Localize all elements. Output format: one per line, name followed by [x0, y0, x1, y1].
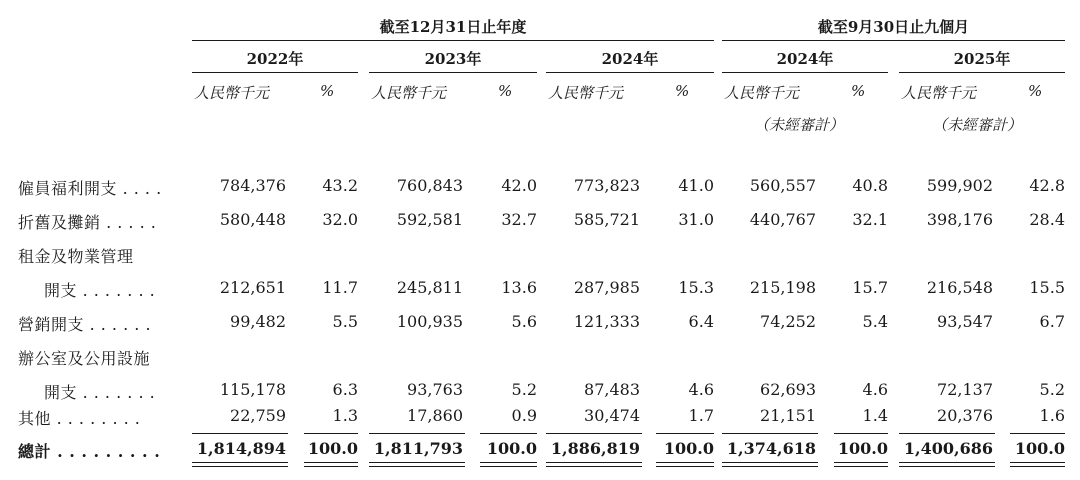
cell-2023-pct: 13.6 — [501, 278, 537, 297]
cell-2022-amount: 115,178 — [219, 380, 286, 399]
cell-2023-amount: 93,763 — [407, 380, 463, 399]
unit-pct-2023: % — [498, 82, 513, 100]
unit-pct-2025-9m: % — [1028, 82, 1043, 100]
unit-rmb-2023: 人民幣千元 — [371, 84, 447, 102]
subtotal-rule-2024-9m-pct — [834, 433, 888, 434]
cell-2024-9m-amount: 21,151 — [760, 406, 816, 425]
total-double-rule-2024-9m-pct — [834, 462, 888, 467]
cell-2025-9m-pct: 15.5 — [1029, 278, 1065, 297]
cell-2024-9m-amount: 215,198 — [749, 278, 816, 297]
year-header-2022: 2022年 — [246, 50, 304, 68]
row-label: 其他 . . . . . . . . — [18, 409, 141, 428]
cell-2022-pct: 6.3 — [332, 380, 358, 399]
cell-2024-fy-amount: 30,474 — [584, 406, 640, 425]
total-cell-2025-9m-amount: 1,400,686 — [903, 439, 993, 458]
total-double-rule-2024-fy-amount — [546, 462, 642, 467]
total-cell-2023-amount: 1,811,793 — [373, 439, 463, 458]
year-header-2025-9m: 2025年 — [953, 50, 1011, 68]
row-label: 僱員福利開支 . . . . — [18, 179, 162, 198]
total-double-rule-2024-fy-pct — [656, 462, 714, 467]
subtotal-rule-2024-fy-pct — [656, 433, 714, 434]
row-label: 開支 . . . . . . . — [44, 281, 156, 300]
cell-2023-pct: 32.7 — [501, 210, 537, 229]
cell-2022-amount: 580,448 — [219, 210, 286, 229]
cell-2024-9m-pct: 5.4 — [862, 312, 888, 331]
cell-2022-amount: 212,651 — [219, 278, 286, 297]
unit-rmb-2022: 人民幣千元 — [194, 84, 270, 102]
cell-2024-fy-amount: 121,333 — [573, 312, 640, 331]
cell-2024-9m-pct: 1.4 — [862, 406, 888, 425]
unit-rmb-2024-9m: 人民幣千元 — [724, 84, 800, 102]
total-cell-2024-9m-pct: 100.0 — [837, 439, 888, 458]
total-cell-2024-fy-amount: 1,886,819 — [550, 439, 640, 458]
cell-2024-9m-amount: 74,252 — [760, 312, 816, 331]
cell-2025-9m-pct: 6.7 — [1039, 312, 1065, 331]
subtotal-rule-2025-9m-pct — [1010, 433, 1065, 434]
total-double-rule-2023-amount — [369, 462, 465, 467]
row-label: 辦公室及公用設施 — [18, 349, 151, 368]
cell-2023-amount: 592,581 — [396, 210, 463, 229]
cell-2025-9m-amount: 398,176 — [926, 210, 993, 229]
cell-2025-9m-amount: 216,548 — [926, 278, 993, 297]
cell-2024-fy-pct: 4.6 — [688, 380, 714, 399]
cell-2025-9m-amount: 72,137 — [937, 380, 993, 399]
cell-2025-9m-pct: 28.4 — [1029, 210, 1065, 229]
subtotal-rule-2024-9m-amount — [722, 433, 818, 434]
total-double-rule-2024-9m-amount — [722, 462, 818, 467]
cell-2023-amount: 100,935 — [396, 312, 463, 331]
cell-2023-amount: 245,811 — [396, 278, 463, 297]
unaudited-note-2024: （未經審計） — [754, 116, 845, 134]
total-double-rule-2022-amount — [192, 462, 288, 467]
year-rule-2024-9m — [722, 72, 888, 73]
total-label: 總計 . . . . . . . . . — [18, 442, 161, 461]
total-double-rule-2025-9m-pct — [1010, 462, 1065, 467]
total-cell-2024-fy-pct: 100.0 — [663, 439, 714, 458]
cell-2022-amount: 22,759 — [230, 406, 286, 425]
cell-2025-9m-pct: 42.8 — [1029, 176, 1065, 195]
total-cell-2022-pct: 100.0 — [307, 439, 358, 458]
group-rule-nine-months — [722, 40, 1065, 41]
cell-2023-pct: 5.2 — [511, 380, 537, 399]
cell-2022-amount: 99,482 — [230, 312, 286, 331]
row-label: 折舊及攤銷 . . . . . — [18, 213, 157, 232]
cell-2024-9m-amount: 440,767 — [749, 210, 816, 229]
cell-2024-9m-pct: 15.7 — [852, 278, 888, 297]
cell-2023-pct: 0.9 — [511, 406, 537, 425]
total-cell-2024-9m-amount: 1,374,618 — [726, 439, 816, 458]
cell-2022-pct: 5.5 — [332, 312, 358, 331]
cell-2024-fy-pct: 6.4 — [688, 312, 714, 331]
cell-2023-pct: 5.6 — [511, 312, 537, 331]
subtotal-rule-2024-fy-amount — [546, 433, 642, 434]
row-label: 開支 . . . . . . . — [44, 383, 156, 402]
cell-2024-fy-amount: 585,721 — [573, 210, 640, 229]
cell-2025-9m-pct: 1.6 — [1039, 406, 1065, 425]
year-rule-2025-9m — [899, 72, 1065, 73]
year-header-2024-9m: 2024年 — [776, 50, 834, 68]
total-cell-2023-pct: 100.0 — [486, 439, 537, 458]
cell-2022-amount: 784,376 — [219, 176, 286, 195]
cell-2024-9m-pct: 40.8 — [852, 176, 888, 195]
cell-2022-pct: 1.3 — [332, 406, 358, 425]
subtotal-rule-2023-pct — [480, 433, 537, 434]
group-header-full-year: 截至12月31日止年度 — [379, 18, 527, 36]
cell-2024-9m-amount: 560,557 — [749, 176, 816, 195]
cell-2024-fy-pct: 41.0 — [678, 176, 714, 195]
year-header-2023: 2023年 — [424, 50, 482, 68]
cell-2024-fy-pct: 15.3 — [678, 278, 714, 297]
year-rule-2023 — [369, 72, 537, 73]
row-label: 營銷開支 . . . . . . — [18, 315, 152, 334]
cell-2022-pct: 43.2 — [322, 176, 358, 195]
cell-2023-pct: 42.0 — [501, 176, 537, 195]
cell-2025-9m-pct: 5.2 — [1039, 380, 1065, 399]
unit-pct-2024-fy: % — [675, 82, 690, 100]
cell-2024-fy-amount: 287,985 — [573, 278, 640, 297]
unaudited-note-2025: （未經審計） — [932, 116, 1023, 134]
cell-2024-fy-amount: 773,823 — [573, 176, 640, 195]
cell-2024-9m-pct: 4.6 — [862, 380, 888, 399]
cell-2022-pct: 32.0 — [322, 210, 358, 229]
group-header-nine-months: 截至9月30日止九個月 — [817, 18, 970, 36]
cell-2025-9m-amount: 20,376 — [937, 406, 993, 425]
cell-2023-amount: 17,860 — [407, 406, 463, 425]
cell-2024-fy-pct: 31.0 — [678, 210, 714, 229]
cell-2022-pct: 11.7 — [322, 278, 358, 297]
cell-2024-9m-amount: 62,693 — [760, 380, 816, 399]
cell-2024-fy-amount: 87,483 — [584, 380, 640, 399]
year-rule-2024-fy — [546, 72, 714, 73]
unit-rmb-2024-fy: 人民幣千元 — [548, 84, 624, 102]
year-rule-2022 — [192, 72, 358, 73]
row-label: 租金及物業管理 — [18, 247, 134, 266]
total-double-rule-2025-9m-amount — [899, 462, 995, 467]
unit-rmb-2025-9m: 人民幣千元 — [901, 84, 977, 102]
unit-pct-2024-9m: % — [851, 82, 866, 100]
total-cell-2022-amount: 1,814,894 — [196, 439, 286, 458]
group-rule-full-year — [192, 40, 714, 41]
cell-2024-9m-pct: 32.1 — [852, 210, 888, 229]
cell-2023-amount: 760,843 — [396, 176, 463, 195]
total-double-rule-2023-pct — [480, 462, 537, 467]
subtotal-rule-2022-pct — [304, 433, 358, 434]
total-cell-2025-9m-pct: 100.0 — [1014, 439, 1065, 458]
subtotal-rule-2022-amount — [192, 433, 288, 434]
cell-2025-9m-amount: 93,547 — [937, 312, 993, 331]
total-double-rule-2022-pct — [304, 462, 358, 467]
unit-pct-2022: % — [320, 82, 335, 100]
subtotal-rule-2023-amount — [369, 433, 465, 434]
cell-2024-fy-pct: 1.7 — [688, 406, 714, 425]
subtotal-rule-2025-9m-amount — [899, 433, 995, 434]
cell-2025-9m-amount: 599,902 — [926, 176, 993, 195]
year-header-2024-fy: 2024年 — [601, 50, 659, 68]
